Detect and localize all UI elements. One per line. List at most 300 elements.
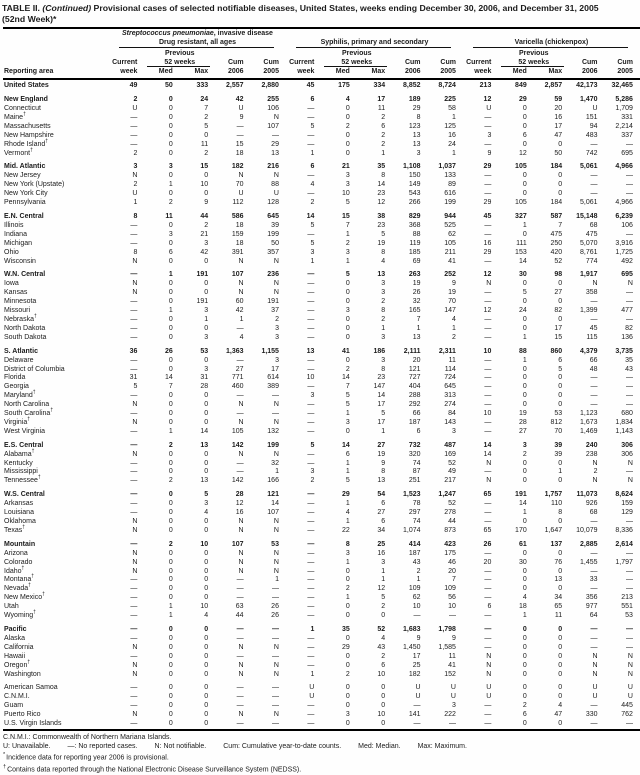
value-cell: — [590, 702, 598, 710]
reporting-area-cell: Florida [4, 374, 26, 382]
value-cell: 2 [133, 149, 138, 157]
value-cell: — [484, 468, 492, 476]
value-cell: 121 [408, 365, 421, 373]
value-cell: N [627, 459, 633, 467]
value-cell: 337 [621, 131, 633, 139]
value-cell: — [271, 720, 279, 728]
value-cell: — [271, 594, 279, 602]
value-cell: 5 [381, 410, 386, 418]
value-cell: 3 [168, 163, 173, 171]
value-cell: N [273, 567, 279, 575]
value-cell: N [132, 670, 138, 678]
table-row [3, 105, 640, 114]
value-cell: 111 [516, 239, 527, 247]
value-cell: 1,673 [579, 418, 598, 426]
value-cell: N [273, 670, 279, 678]
value-cell: 4 [310, 181, 315, 189]
table-row [3, 585, 640, 594]
value-cell: — [307, 190, 315, 198]
value-cell: 695 [621, 271, 633, 279]
value-cell: N [627, 661, 633, 669]
value-cell: 543 [408, 190, 421, 198]
value-cell: 0 [168, 315, 173, 323]
value-cell: 0 [168, 558, 173, 566]
value-cell: 0 [558, 280, 563, 288]
value-cell: 159 [231, 230, 244, 238]
value-cell: 0 [522, 122, 527, 130]
reporting-area-cell: Idaho† [4, 565, 25, 575]
value-cell: 0 [345, 140, 350, 148]
value-cell: — [130, 509, 138, 517]
value-cell: N [132, 289, 138, 297]
value-cell: 10 [306, 374, 315, 382]
value-cell: 0 [381, 702, 386, 710]
value-cell: — [590, 315, 598, 323]
value-cell: 1,834 [615, 418, 633, 426]
value-cell: N [238, 711, 244, 719]
value-cell: 0 [168, 450, 173, 458]
value-cell: 0 [558, 401, 563, 409]
value-cell: N [273, 113, 279, 121]
value-cell: 1 [168, 603, 173, 611]
value-cell: — [484, 585, 492, 593]
value-cell: 1,709 [615, 105, 633, 113]
value-cell: 0 [558, 567, 563, 575]
reporting-area-cell: Kentucky [4, 459, 33, 467]
table-row [3, 460, 640, 469]
value-cell: 65 [554, 603, 563, 611]
value-cell: 15,148 [576, 213, 598, 220]
value-cell: 0 [168, 459, 173, 467]
value-cell: N [486, 652, 492, 660]
value-cell: — [484, 392, 492, 400]
value-cell: 0 [204, 549, 209, 557]
value-cell: — [484, 576, 492, 584]
value-cell: 0 [345, 105, 350, 113]
value-cell: 0 [345, 149, 350, 157]
value-cell: 266 [408, 199, 421, 207]
value-cell: 2 [204, 149, 209, 157]
value-cell: 732 [408, 441, 421, 449]
value-cell: 0 [168, 410, 173, 418]
value-cell: — [236, 634, 244, 642]
value-cell: 0 [345, 661, 350, 669]
value-cell: — [307, 140, 315, 148]
value-cell: — [307, 172, 315, 180]
reporting-area-cell: Texas† [4, 524, 26, 534]
value-cell: 107 [231, 540, 244, 548]
value-cell: — [484, 257, 492, 265]
value-cell: — [625, 549, 633, 557]
value-cell: 0 [168, 392, 173, 400]
value-cell: 587 [550, 213, 563, 220]
cum-label: Cum [263, 59, 279, 67]
value-cell: 6 [558, 356, 563, 364]
value-cell: 0 [168, 500, 173, 508]
value-cell: 1 [558, 468, 563, 476]
value-cell: 3 [416, 149, 421, 157]
reporting-area-cell: Pacific [4, 625, 27, 633]
value-cell: 35 [341, 625, 350, 633]
value-cell: 3 [452, 427, 456, 435]
value-cell: 105 [515, 199, 527, 207]
table-row [3, 325, 640, 334]
value-cell: 5 [310, 122, 315, 130]
value-cell: — [590, 720, 598, 728]
value-cell: — [271, 410, 279, 418]
value-cell: 13 [412, 131, 421, 139]
value-cell: 1,470 [579, 96, 598, 104]
value-cell: 251 [408, 477, 421, 485]
value-cell: 5 [522, 289, 527, 297]
value-cell: 187 [408, 418, 421, 426]
value-cell: 6 [522, 131, 527, 139]
group1-subtitle: Drug resistant, all ages [158, 39, 236, 47]
value-cell: 0 [204, 720, 209, 728]
value-cell: 6,239 [615, 213, 633, 220]
value-cell: 15 [235, 140, 244, 148]
value-cell: N [627, 670, 633, 678]
value-cell: 2 [345, 122, 350, 130]
value-cell: 1,798 [438, 625, 456, 633]
footnote-def: U: Unavailable. [3, 742, 51, 750]
value-cell: 8 [381, 172, 386, 180]
value-cell: 306 [621, 441, 633, 449]
value-cell: 327 [515, 213, 527, 220]
value-cell: — [236, 356, 244, 364]
value-cell: U [238, 105, 244, 113]
reporting-area-cell: Hawaii [4, 652, 26, 660]
value-cell: 5 [381, 594, 386, 602]
value-cell: 2 [345, 365, 350, 373]
value-cell: 1,143 [615, 427, 633, 435]
value-cell: 0 [345, 131, 350, 139]
value-cell: — [236, 720, 244, 728]
med-label: Med [498, 67, 533, 79]
value-cell: 1,399 [579, 307, 598, 315]
value-cell: 182 [231, 163, 244, 171]
table-row [3, 334, 640, 343]
value-cell: — [307, 427, 315, 435]
value-cell: 0 [558, 518, 563, 525]
value-cell: 762 [621, 711, 633, 719]
value-cell: N [132, 711, 138, 719]
value-cell: 13 [200, 441, 209, 449]
value-cell: 0 [558, 670, 563, 678]
reporting-area-cell: W.N. Central [4, 271, 46, 279]
value-cell: 216 [267, 163, 279, 171]
value-cell: 0 [522, 625, 527, 633]
value-cell: 17 [412, 652, 421, 660]
value-cell: 0 [522, 172, 527, 180]
value-cell: N [238, 670, 244, 678]
value-cell: 1 [310, 670, 315, 678]
value-cell: 191 [196, 271, 209, 279]
value-cell: N [238, 401, 244, 409]
value-cell: 0 [558, 315, 563, 323]
value-cell: — [590, 392, 598, 400]
value-cell: 0 [204, 558, 209, 566]
value-cell: 0 [204, 702, 209, 710]
value-cell: 2 [133, 181, 138, 189]
value-cell: — [484, 418, 492, 426]
value-cell: 8 [558, 509, 563, 517]
value-cell: 1 [345, 257, 350, 265]
table-row [3, 249, 640, 258]
reporting-area-cell: Colorado [4, 558, 33, 566]
value-cell: 3 [275, 356, 279, 364]
value-cell: 1,108 [403, 163, 421, 171]
value-cell: 2,857 [544, 82, 563, 90]
value-cell: 14 [341, 441, 350, 449]
value-cell: 7 [416, 315, 421, 323]
value-cell: 2 [593, 468, 598, 476]
value-cell: 0 [558, 477, 563, 485]
value-cell: — [307, 509, 315, 517]
table-row [3, 594, 640, 603]
value-cell: 39 [554, 441, 563, 449]
value-cell: 2,111 [403, 347, 421, 355]
reporting-area-cell: E.S. Central [4, 441, 44, 449]
value-cell: 0 [345, 333, 350, 341]
value-cell: 3 [345, 711, 350, 719]
value-cell: — [484, 333, 492, 341]
value-cell: 0 [168, 298, 173, 306]
value-cell: U [132, 105, 138, 113]
reporting-area-cell: North Carolina [4, 401, 50, 409]
value-cell: 771 [231, 374, 244, 382]
value-cell: — [130, 131, 138, 139]
value-cell: 14 [518, 257, 527, 265]
reporting-area-cell: New England [4, 96, 48, 104]
value-cell: — [307, 315, 315, 323]
value-cell: 1 [522, 612, 527, 620]
value-cell: 186 [373, 347, 386, 355]
value-cell: 41 [448, 661, 456, 669]
value-cell: 4 [452, 315, 456, 323]
value-cell: 184 [550, 199, 563, 207]
value-cell: 151 [585, 113, 598, 121]
value-cell: — [307, 459, 315, 467]
value-cell: — [130, 468, 138, 476]
value-cell: 0 [558, 190, 563, 198]
value-cell: — [484, 518, 492, 525]
value-cell: — [448, 612, 456, 620]
value-cell: 109 [444, 585, 456, 593]
value-cell: 0 [558, 585, 563, 593]
value-cell: 0 [345, 324, 350, 332]
value-cell: 525 [444, 221, 456, 229]
value-cell: 0 [522, 392, 527, 400]
value-cell: 0 [345, 298, 350, 306]
value-cell: 5 [310, 441, 315, 449]
value-cell: N [486, 280, 492, 288]
value-cell: — [484, 612, 492, 620]
value-cell: 26 [164, 347, 173, 355]
footnote-def: Max: Maximum. [417, 742, 467, 750]
value-cell: 191 [267, 298, 279, 306]
value-cell: 74 [412, 518, 421, 525]
value-cell: 1 [381, 324, 386, 332]
value-cell: U [273, 190, 279, 198]
value-cell: — [130, 625, 138, 633]
value-cell: — [307, 280, 315, 288]
value-cell: 357 [267, 248, 279, 256]
value-cell: — [307, 491, 315, 499]
cum-label: Cum [440, 59, 456, 67]
value-cell: U [309, 684, 315, 692]
value-cell: — [307, 643, 315, 651]
table-row [3, 568, 640, 577]
value-cell: 0 [345, 576, 350, 584]
reporting-area-cell: Maryland† [4, 389, 36, 400]
value-cell: — [307, 594, 315, 602]
value-cell: — [590, 549, 598, 557]
reporting-area-cell: West Virginia [4, 427, 45, 435]
value-cell: 252 [444, 271, 456, 279]
value-cell: 616 [444, 190, 456, 198]
value-cell: N [592, 661, 598, 669]
value-cell: — [625, 289, 633, 297]
value-cell: 2 [275, 315, 279, 323]
table-row [3, 711, 640, 720]
value-cell: 36 [129, 347, 138, 355]
value-cell: 16 [448, 131, 456, 139]
table-row [3, 419, 640, 428]
value-cell: — [625, 720, 633, 728]
value-cell: — [307, 585, 315, 593]
value-cell: 0 [381, 684, 386, 692]
table-row [3, 123, 640, 132]
value-cell: 13 [554, 576, 563, 584]
value-cell: 11 [448, 652, 456, 660]
table-row [3, 679, 640, 693]
value-cell: 10 [448, 603, 456, 611]
value-cell: 0 [168, 670, 173, 678]
table-row [3, 190, 640, 199]
value-cell: — [130, 122, 138, 130]
value-cell: 873 [444, 526, 456, 534]
value-cell: 0 [204, 684, 209, 692]
max-label: Max [357, 67, 392, 79]
value-cell: — [307, 401, 315, 409]
value-cell: 5 [204, 122, 209, 130]
value-cell: 34 [377, 526, 386, 534]
table-row [3, 527, 640, 536]
year2006-label: 2006 [215, 67, 250, 79]
table-row [3, 410, 640, 419]
value-cell: 3 [310, 248, 315, 256]
value-cell: 46 [448, 558, 456, 566]
value-cell: 8 [345, 540, 350, 548]
value-cell: — [484, 324, 492, 332]
value-cell: 14 [377, 392, 386, 400]
footnote-def: —: No reported cases. [67, 742, 138, 750]
value-cell: 0 [204, 661, 209, 669]
value-cell: 0 [168, 324, 173, 332]
value-cell: 123 [408, 122, 421, 130]
value-cell: 9 [452, 634, 456, 642]
value-cell: — [271, 693, 279, 701]
value-cell: — [130, 333, 138, 341]
table-row [3, 231, 640, 240]
value-cell: 0 [345, 427, 350, 435]
value-cell: 1 [204, 315, 209, 323]
value-cell: 2,214 [615, 122, 633, 130]
table-row [3, 428, 640, 437]
value-cell: 14 [377, 181, 386, 189]
value-cell: — [236, 594, 244, 602]
value-cell: 2 [381, 140, 386, 148]
value-cell: 1,523 [403, 491, 421, 499]
value-cell: 24 [200, 96, 209, 104]
value-cell: 297 [408, 509, 421, 517]
value-cell: 0 [345, 634, 350, 642]
value-cell: — [307, 356, 315, 364]
value-cell: N [132, 558, 138, 566]
value-cell: 2 [381, 315, 386, 323]
value-cell: — [590, 298, 598, 306]
value-cell: 88 [412, 230, 421, 238]
value-cell: 141 [408, 711, 421, 719]
reporting-area-cell: United States [4, 82, 49, 90]
value-cell: 121 [267, 491, 279, 499]
reporting-area-cell: Montana† [4, 574, 35, 584]
value-cell: N [592, 280, 598, 288]
group1-title-italic: Streptococcus pneumoniae [122, 30, 214, 38]
value-cell: 0 [522, 230, 527, 238]
value-cell: — [307, 333, 315, 341]
table-row [3, 91, 640, 105]
value-cell: 106 [621, 221, 633, 229]
value-cell: 14 [306, 213, 315, 220]
group-syphilis [286, 28, 463, 48]
header-spacer [251, 48, 286, 58]
value-cell: 2 [345, 670, 350, 678]
footnote-def: N: Not notifiable. [154, 742, 207, 750]
value-cell: 0 [522, 383, 527, 391]
value-cell: 0 [168, 113, 173, 121]
value-cell: 0 [168, 711, 173, 719]
value-cell: 1 [452, 113, 456, 121]
med-label: Med [144, 67, 179, 79]
value-cell: — [484, 634, 492, 642]
value-cell: 0 [345, 113, 350, 121]
value-cell: 13 [412, 333, 421, 341]
value-cell: — [130, 477, 138, 485]
reporting-area-cell: Nevada† [4, 583, 31, 593]
value-cell: — [307, 271, 315, 279]
value-cell: — [236, 410, 244, 418]
value-cell: 20 [483, 558, 492, 566]
value-cell: N [273, 172, 279, 180]
value-cell: — [625, 190, 633, 198]
value-cell: 17 [271, 365, 279, 373]
value-cell: 4,966 [615, 199, 633, 207]
value-cell: 0 [168, 356, 173, 364]
value-cell: — [271, 131, 279, 139]
value-cell: 2 [310, 477, 315, 485]
dagger-text: Contains data reported through the National Electronic Disease Surveillance System (NEDSS). [7, 766, 302, 774]
reporting-area-cell: S. Atlantic [4, 347, 38, 355]
value-cell: — [307, 410, 315, 418]
footnote-cnmi: C.N.M.I.: Commonwealth of Northern Mariana Islands. [3, 733, 172, 741]
value-cell: — [484, 356, 492, 364]
value-cell: U [309, 693, 315, 701]
value-cell: 0 [522, 280, 527, 288]
value-cell: 1,917 [579, 271, 598, 279]
table-row [3, 653, 640, 662]
